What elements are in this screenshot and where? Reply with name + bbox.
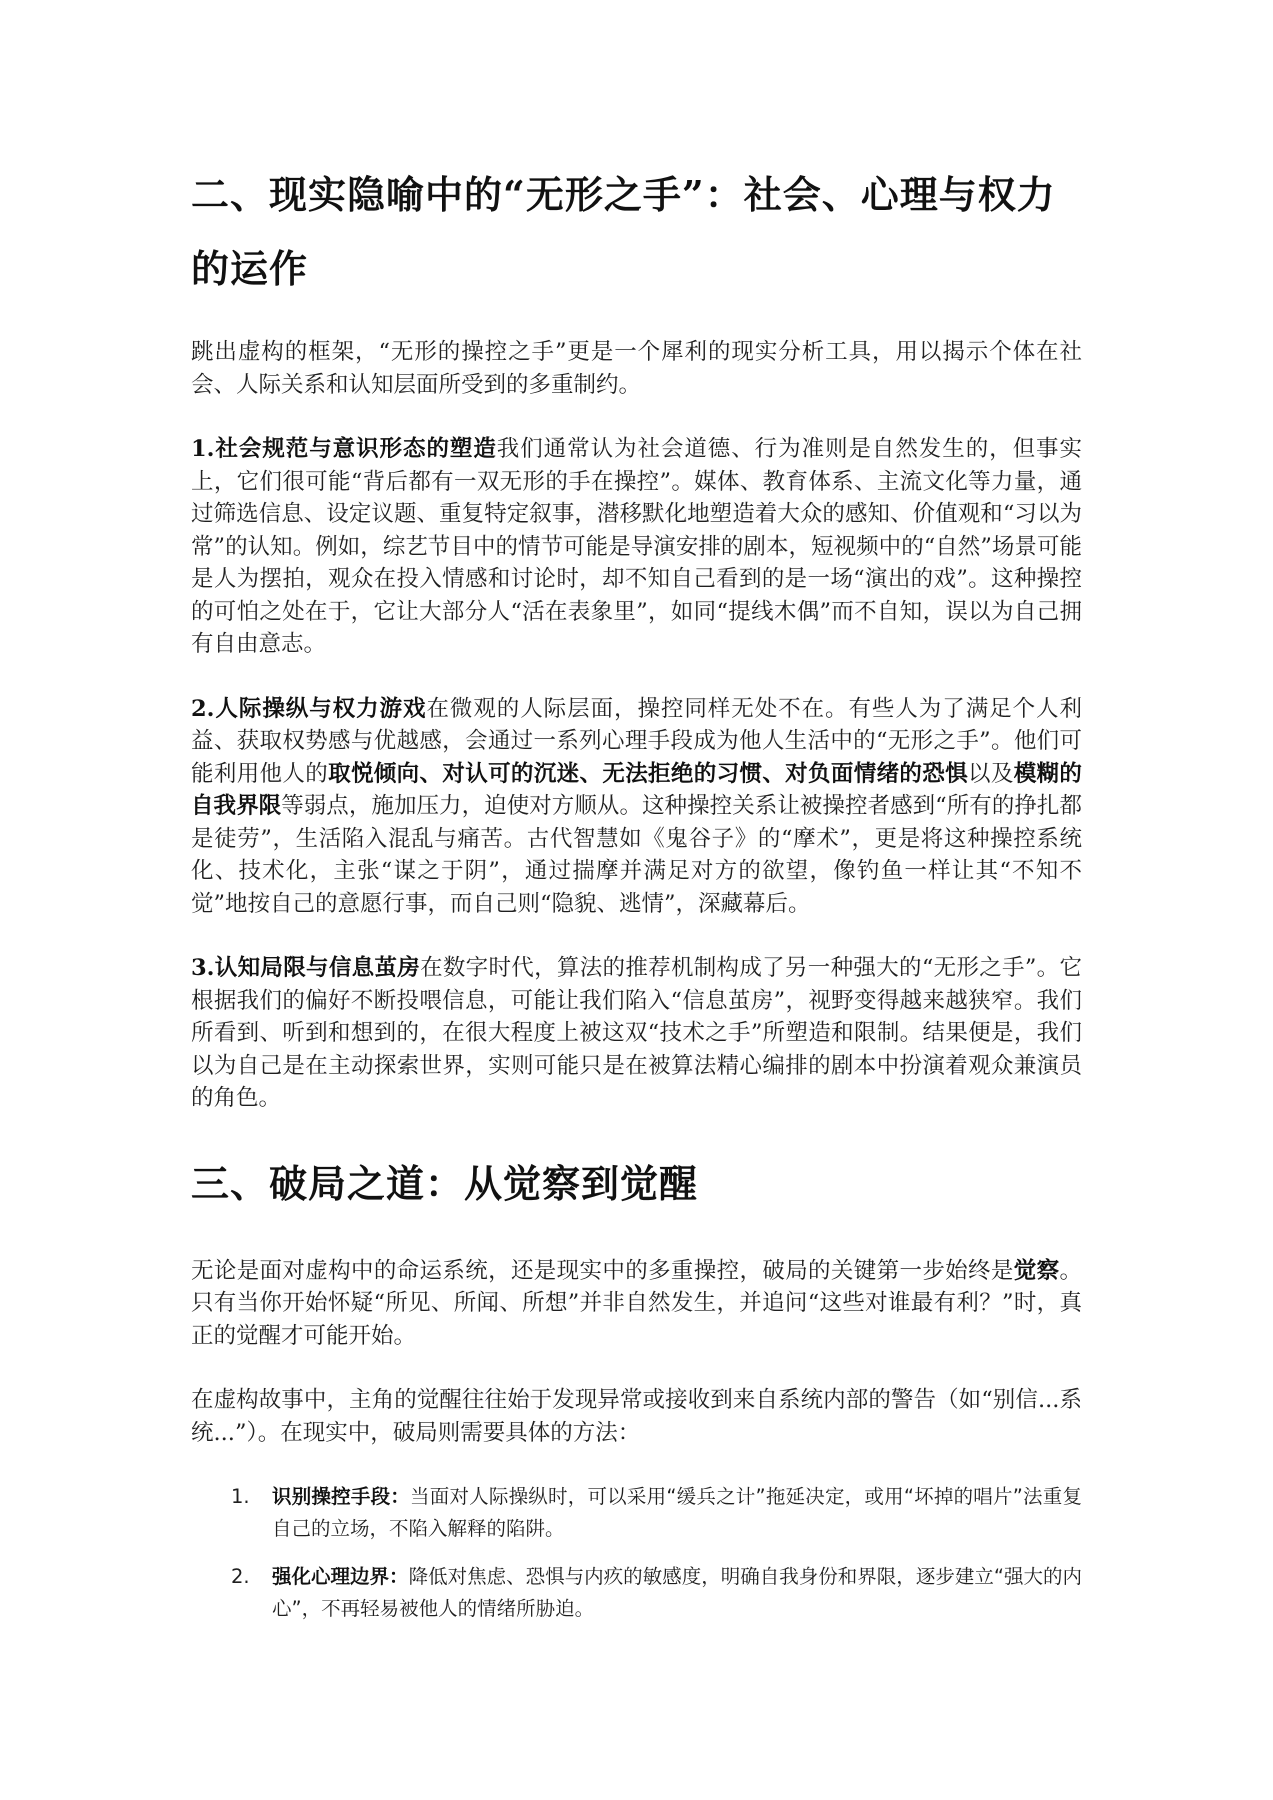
section-3-para-1	[191, 1255, 1082, 1353]
weakness-blurry-boundary: 模糊的自我界限	[191, 760, 1082, 819]
method-item	[191, 1561, 1082, 1625]
method-body: 降低对焦虑、恐惧与内疚的敏感度，明确自我身份和界限，逐步建立“强大的内心”，不再轻易被他人的情绪所胁迫。	[272, 1565, 1082, 1620]
weakness-pleasing: 取悦倾向	[328, 760, 420, 787]
method-number: 2.	[231, 1565, 250, 1588]
item-interpersonal-body-b: 等弱点，施加压力，迫使对方顺从。这种操控关系让被操控者感到“所有的挣扎都是徒劳”，生活陷入混乱与痛苦。古代智慧如《鬼谷子》的“摩术”，更是将这种操控系统化、技术化，主张“谋之于阴”，通过揣摩并满足对方的欲望，像钓鱼一样让其“不知不觉”地按自己的意愿行事，而自己则“隐貌、逃情”，深藏幕后。	[191, 793, 1082, 917]
weakness-sep-1: 、	[419, 760, 443, 787]
section-2-intro: 跳出虚构的框架，“无形的操控之手”更是一个犀利的现实分析工具，用以揭示个体在社会、人际关系和认知层面所受到的多重制约。	[191, 339, 1082, 398]
item-cognitive-body: 在数字时代，算法的推荐机制构成了另一种强大的“无形之手”。它根据我们的偏好不断投喂信息，可能让我们陷入“信息茧房”，视野变得越来越狭窄。我们所看到、听到和想到的，在很大程度上被这双“技术之手”所塑造和限制。结果便是，我们以为自己是在主动探索世界，实则可能只是在被算法精心编排的剧本中扮演着观众兼演员的角色。	[191, 955, 1082, 1111]
weakness-fear-negative: 对负面情绪的恐惧	[785, 760, 968, 787]
section-3-heading: 三、破局之道：从觉察到觉醒	[191, 1160, 699, 1206]
weakness-sep-3: 、	[762, 760, 786, 787]
awareness-keyword: 觉察	[1013, 1257, 1060, 1284]
weakness-approval: 对认可的沉迷	[442, 760, 580, 787]
weakness-sep-2: 、	[579, 760, 603, 787]
item-interpersonal-title: 2.人际操纵与权力游戏	[191, 695, 427, 722]
section-2-heading: 二、现实隐喻中的“无形之手”：社会、心理与权力的运作	[191, 172, 1056, 291]
method-item	[191, 1481, 1082, 1545]
weakness-sep-4: 以及	[967, 760, 1014, 787]
methods-list	[191, 1481, 1082, 1625]
item-social-norms-title: 1.社会规范与意识形态的塑造	[191, 436, 497, 462]
item-cognitive-title: 3.认知局限与信息茧房	[191, 955, 421, 981]
item-interpersonal-manipulation	[191, 693, 1082, 921]
method-body: 当面对人际操纵时，可以采用“缓兵之计”拖延决定，或用“坏掉的唱片”法重复自己的立场，不陷入解释的陷阱。	[272, 1485, 1082, 1540]
method-title: 强化心理边界：	[272, 1565, 409, 1588]
method-title: 识别操控手段：	[272, 1485, 411, 1508]
section-3-para-2: 在虚构故事中，主角的觉醒往往始于发现异常或接收到来自系统内部的警告（如“别信...系统...”）。在现实中，破局则需要具体的方法：	[191, 1387, 1082, 1446]
item-cognitive-limits	[191, 952, 1082, 1115]
item-social-norms	[191, 433, 1082, 661]
weakness-cannot-refuse: 无法拒绝的习惯	[602, 760, 763, 787]
method-number: 1.	[231, 1485, 250, 1508]
item-social-norms-body: 我们通常认为社会道德、行为准则是自然发生的，但事实上，它们很可能“背后都有一双无形的手在操控”。媒体、教育体系、主流文化等力量，通过筛选信息、设定议题、重复特定叙事，潜移默化地塑造着大众的感知、价值观和“习以为常”的认知。例如，综艺节目中的情节可能是导演安排的剧本，短视频中的“自然”场景可能是人为摆拍，观众在投入情感和讨论时，却不知自己看到的是一场“演出的戏”。这种操控的可怕之处在于，它让大部分人“活在表象里”，如同“提线木偶”而不自知，误以为自己拥有自由意志。	[191, 436, 1082, 657]
item-interpersonal-body-a: 在微观的人际层面，操控同样无处不在。有些人为了满足个人利益、获取权势感与优越感，会通过一系列心理手段成为他人生活中的“无形之手”。他们可能利用他人的	[191, 695, 1082, 787]
section-3-para-1-b: 。只有当你开始怀疑“所见、所闻、所想”并非自然发生，并追问“这些对谁最有利？”时，真正的觉醒才可能开始。	[191, 1257, 1082, 1349]
section-3-para-1-a: 无论是面对虚构中的命运系统，还是现实中的多重操控，破局的关键第一步始终是	[191, 1257, 1014, 1284]
